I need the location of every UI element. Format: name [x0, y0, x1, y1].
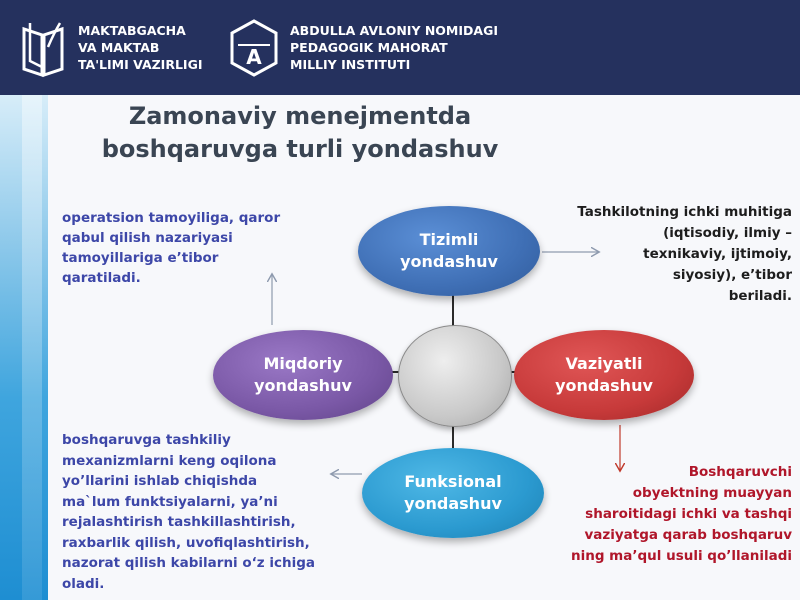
text-top-right: Tashkilotning ichki muhitiga (iqtisodiy, ilmiy – texnikaviy, ijtimoiy, siyosiy), e’tibor beriladi.	[577, 204, 792, 304]
node-vaziyatli: Vaziyatli yondashuv	[514, 330, 694, 420]
slide-title: Zamonaviy menejmentda boshqaruvga turli yondashuv	[101, 102, 499, 163]
center-circle	[398, 325, 512, 427]
institute-name: ABDULLA AVLONIY NOMIDAGI PEDAGOGIK MAHORAT MILLIY INSTITUTI	[290, 23, 498, 72]
institute-logo-letter: A	[246, 44, 262, 69]
text-top-left: operatsion tamoyiliga, qaror qabul qilish nazariyasi tamoyillariga e’tibor qaratiladi.	[62, 210, 281, 286]
text-bottom-right: Boshqaruvchi obyektning muayyan sharoitidagi ichki va tashqi vaziyatga qarab boshqaruv ning ma’qul usuli qo’llaniladi	[570, 464, 792, 564]
text-bottom-left: boshqaruvga tashkiliy mexanizmlarni keng oqilona yo’llarini ishlab chiqishda ma`lum funktsiyalarni, ya’ni rejalashtirish tashkillashtirish, raxbarlik qilish, uvofiqlashtirish, nazorat qilish kabilarni o‘z ichiga oladi.	[62, 432, 315, 592]
node-miqdoriy: Miqdoriy yondashuv	[213, 330, 393, 420]
ministry-name: MAKTABGACHA VA MAKTAB TA'LIMI VAZIRLIGI	[78, 23, 203, 72]
node-tizimli: Tizimli yondashuv	[358, 206, 540, 296]
node-funksional: Funksional yondashuv	[362, 448, 544, 538]
